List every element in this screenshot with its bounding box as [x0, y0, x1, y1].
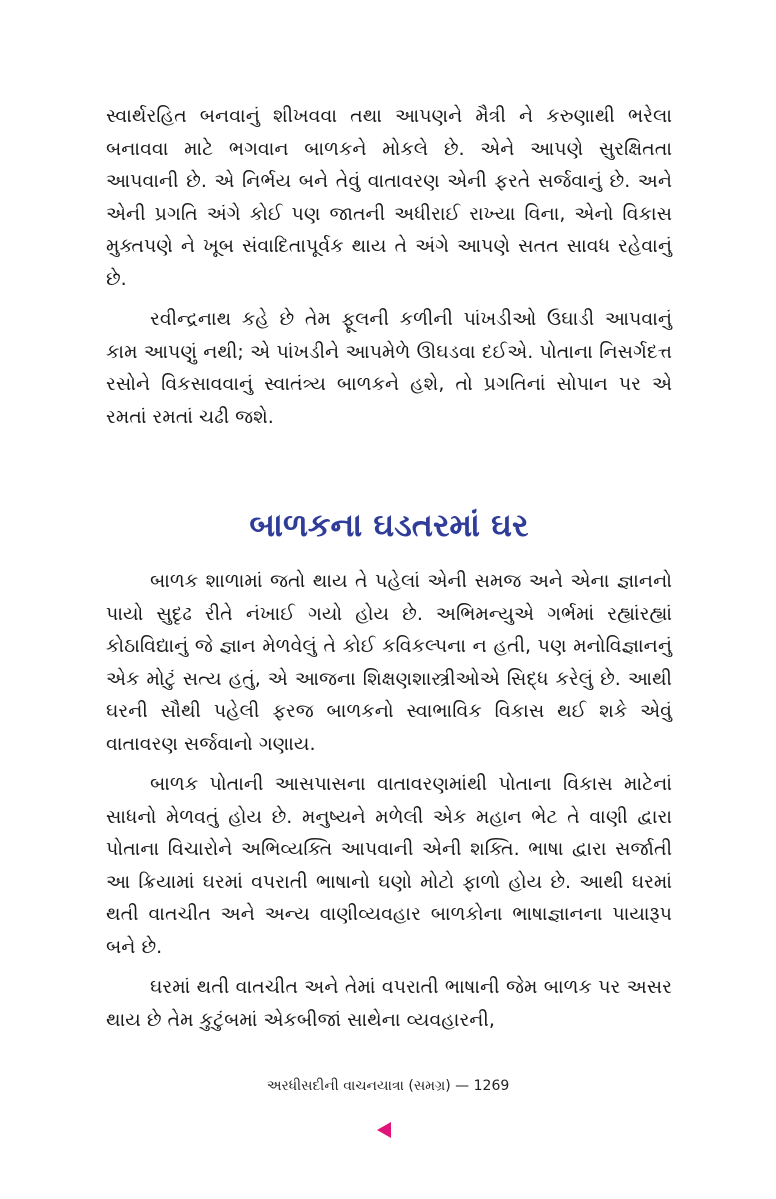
paragraph-4: બાળક પોતાની આસપાસના વાતાવરણમાંથી પોતાના વિકાસ માટેનાં સાધનો મેળવતું હોય છે. મનુષ્યને મળેલી એક મહાન ભેટ તે વાણી દ્વારા પોતાના વિચારોને અભિવ્યક્તિ આપવાની એની શક્તિ. ભાષા દ્વારા સર્જાતી આ ક્રિયામાં ઘરમાં વપરાતી ભાષાનો ઘણો મોટો ફાળો હોય છે. આથી ઘરમાં થતી વાતચીત અને અન્ય વાણીવ્યવહાર બાળકોના ભાષાજ્ઞાનના પાયારૂપ બને છે.: [106, 773, 672, 958]
page-content: [106, 100, 672, 1044]
paragraph-3: બાળક શાળામાં જતો થાય તે પહેલાં એની સમજ અને એના જ્ઞાનનો પાયો સુદૃઢ રીતે નંખાઈ ગયો હોય છે. અભિમન્યુએ ગર્ભમાં રહ્યાંરહ્યાં કોઠાવિદ્યાનું જે જ્ઞાન મેળવેલું તે કોઈ કવિકલ્પના ન હતી, પણ મનોવિજ્ઞાનનું એક મોટું સત્ય હતું, એ આજના શિક્ષણશાસ્ત્રીઓએ સિદ્ધ કરેલું છે. આથી ઘરની સૌથી પહેલી ફરજ બાળકનો સ્વાભાવિક વિકાસ થઈ શકે એવું વાતાવરણ સર્જવાનો ગણાય.: [106, 570, 672, 755]
paragraph-2: રવીન્દ્રનાથ કહે છે તેમ ફૂલની કળીની પાંખડીઓ ઉઘાડી આપવાનું કામ આપણું નથી; એ પાંખડીને આપમેળે ઊઘડવા દઈએ. પોતાના નિસર્ગદત્ત રસોને વિકસાવવાનું સ્વાતંત્ર્ય બાળકને હશે, તો પ્રગતિનાં સોપાન પર એ રમતાં રમતાં ચઢી જશે.: [106, 308, 672, 428]
section-heading: બાળકના ઘડતરમાં ઘર: [249, 506, 529, 544]
page-footer: અરધીસદીની વાચનયાત્રા (સમગ્ર) — 1269: [266, 1078, 510, 1094]
paragraph-5: ઘરમાં થતી વાતચીત અને તેમાં વપરાતી ભાષાની જેમ બાળક પર અસર થાય છે તેમ કુટુંબમાં એકબીજાં સાથેના વ્યવહારની,: [106, 976, 672, 1031]
previous-page-arrow-icon[interactable]: [377, 1122, 391, 1138]
paragraph-1: સ્વાર્થરહિત બનવાનું શીખવવા તથા આપણને મૈત્રી ને કરુણાથી ભરેલા બનાવવા માટે ભગવાન બાળકને મોકલે છે. એને આપણે સુરક્ષિતતા આપવાની છે. એ નિર્ભય બને તેવું વાતાવરણ એની ફરતે સર્જવાનું છે. અને એની પ્રગતિ અંગે કોઈ પણ જાતની અધીરાઈ રાખ્યા વિના, એનો વિકાસ મુક્તપણે ને ખૂબ સંવાદિતાપૂર્વક થાય તે અંગે આપણે સતત સાવધ રહેવાનું છે.: [106, 105, 672, 290]
